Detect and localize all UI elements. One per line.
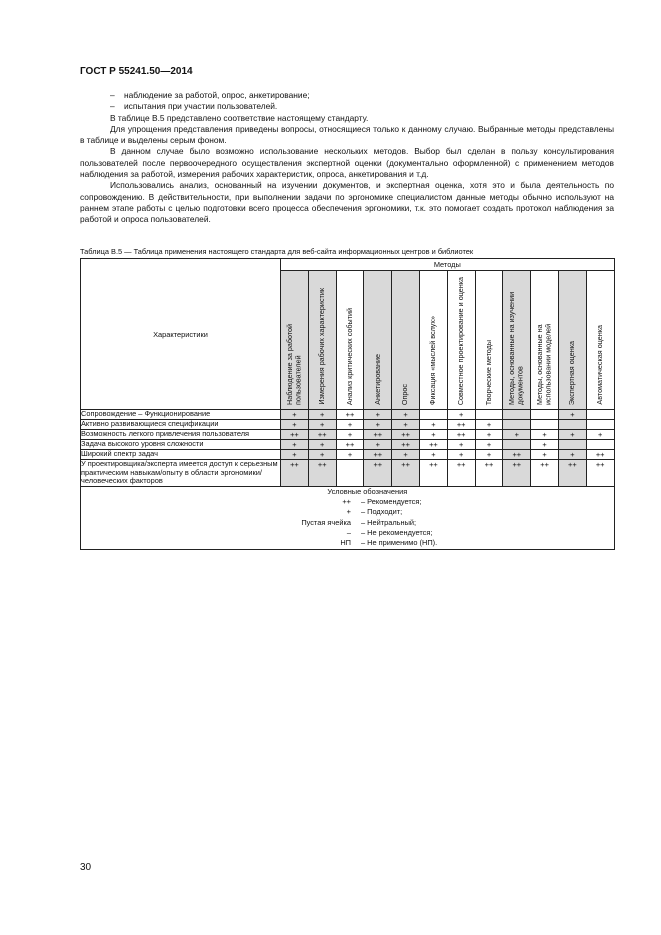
table-row bbox=[81, 450, 615, 460]
legend-item bbox=[81, 507, 614, 517]
table-cell: + bbox=[586, 430, 614, 440]
table-row bbox=[81, 460, 615, 487]
table-cell bbox=[586, 420, 614, 430]
table-cell: ++ bbox=[392, 460, 420, 487]
table-cell: + bbox=[281, 420, 309, 430]
row-characteristic: Задача высокого уровня сложности bbox=[81, 440, 281, 450]
legend-symbol: Пустая ячейка bbox=[301, 517, 351, 527]
table-cell: + bbox=[531, 430, 559, 440]
table-cell bbox=[503, 410, 531, 420]
legend-description: – Подходит; bbox=[361, 507, 403, 517]
table-cell: + bbox=[419, 420, 447, 430]
method-header bbox=[531, 271, 559, 410]
legend-symbol: + bbox=[346, 507, 351, 517]
legend-description: – Не рекомендуется; bbox=[361, 528, 433, 537]
table-cell bbox=[558, 420, 586, 430]
table-cell: + bbox=[419, 450, 447, 460]
table-cell: ++ bbox=[447, 420, 475, 430]
table-cell: + bbox=[336, 430, 364, 440]
legend-item bbox=[81, 528, 614, 538]
legend-symbol: НП bbox=[340, 538, 351, 548]
legend-item bbox=[81, 518, 614, 528]
table-cell: + bbox=[308, 410, 336, 420]
method-label: Совместное проектирование и оценка bbox=[455, 276, 465, 405]
table-cell: ++ bbox=[586, 460, 614, 487]
table-cell: + bbox=[392, 410, 420, 420]
table-cell bbox=[503, 420, 531, 430]
method-label: Анализ критических событий bbox=[344, 307, 354, 405]
table-cell: + bbox=[392, 450, 420, 460]
legend-title: Условные обозначения bbox=[327, 486, 408, 496]
method-header bbox=[281, 271, 309, 410]
bullet-item: – испытания при участии пользователей. bbox=[110, 101, 278, 112]
paragraph: В данном случае было возможно использование нескольких методов. Выбор был сделан в пользу консультирования пользователей после первоочередного осуществления экспертной оценки (документально оформленной) с применением методов наблюдения за работой, измерения рабочих характеристик, опроса, анкетирования и т.д. bbox=[80, 146, 614, 180]
table-cell: + bbox=[475, 440, 503, 450]
table-cell: ++ bbox=[308, 430, 336, 440]
table-cell: + bbox=[419, 430, 447, 440]
method-label: Автоматическая оценка bbox=[594, 325, 604, 405]
method-label: Наблюдение за работой пользователей bbox=[284, 323, 303, 405]
table-cell: + bbox=[336, 420, 364, 430]
table-cell: ++ bbox=[281, 460, 309, 487]
table-cell bbox=[558, 440, 586, 450]
method-label: Фиксация «мыслей вслух» bbox=[428, 316, 438, 405]
table-row bbox=[81, 420, 615, 430]
methods-title: Методы bbox=[281, 259, 615, 271]
legend-item bbox=[81, 538, 614, 548]
table-cell: + bbox=[281, 410, 309, 420]
table-cell: + bbox=[364, 440, 392, 450]
table-cell: ++ bbox=[503, 450, 531, 460]
table-cell: ++ bbox=[558, 460, 586, 487]
method-header bbox=[475, 271, 503, 410]
table-cell: + bbox=[447, 410, 475, 420]
table-cell: + bbox=[475, 430, 503, 440]
table-cell: ++ bbox=[364, 430, 392, 440]
table-cell bbox=[531, 420, 559, 430]
table-cell: ++ bbox=[531, 460, 559, 487]
table-cell: + bbox=[447, 440, 475, 450]
table-cell bbox=[586, 410, 614, 420]
method-label: Анкетирование bbox=[372, 354, 382, 405]
method-header bbox=[419, 271, 447, 410]
table-cell: ++ bbox=[364, 460, 392, 487]
method-header bbox=[447, 271, 475, 410]
table-cell: ++ bbox=[392, 440, 420, 450]
table-cell: ++ bbox=[308, 460, 336, 487]
table-cell: + bbox=[475, 420, 503, 430]
legend bbox=[81, 486, 615, 549]
legend-description: – Рекомендуется; bbox=[361, 496, 422, 506]
method-header bbox=[392, 271, 420, 410]
table-cell: ++ bbox=[447, 460, 475, 487]
table-cell: + bbox=[558, 450, 586, 460]
method-header bbox=[558, 271, 586, 410]
characteristics-header: Характеристики bbox=[81, 259, 281, 410]
table-cell: ++ bbox=[586, 450, 614, 460]
method-header bbox=[503, 271, 531, 410]
table-cell bbox=[586, 440, 614, 450]
row-characteristic: Широкий спектр задач bbox=[81, 450, 281, 460]
table-cell: + bbox=[392, 420, 420, 430]
table-row bbox=[81, 410, 615, 420]
method-header bbox=[586, 271, 614, 410]
method-header bbox=[308, 271, 336, 410]
table-cell: + bbox=[447, 450, 475, 460]
table-cell: ++ bbox=[419, 440, 447, 450]
table-cell bbox=[503, 440, 531, 450]
row-characteristic: У проектировщика/эксперта имеется доступ к серьезным практическим навыкам/опыту в области эргономики/человеческих факторов bbox=[81, 460, 281, 487]
table-cell: ++ bbox=[336, 410, 364, 420]
table-caption: Таблица В.5 — Таблица применения настоящего стандарта для веб-сайта информационных центров и библиотек bbox=[80, 247, 474, 256]
paragraph: Использовались анализ, основанный на изучении документов, и экспертная оценка, хотя это и была деятельность по сопровождению. В действительности, при выполнении задачи по эргономике специалистом данные методы обычно используют на раннем этапе работы с целью подготовки всего процесса обеспечения эргономики, т.к. это помогает создать протокол наблюдения за работой и опроса пользователей. bbox=[80, 180, 614, 225]
method-label: Опрос bbox=[400, 383, 410, 405]
bullet-item: – наблюдение за работой, опрос, анкетирование; bbox=[110, 90, 310, 100]
table-cell bbox=[475, 410, 503, 420]
document-header: ГОСТ Р 55241.50—2014 bbox=[80, 66, 193, 77]
methods-table bbox=[80, 258, 615, 550]
table-cell bbox=[419, 410, 447, 420]
table-cell: + bbox=[558, 410, 586, 420]
method-header bbox=[336, 271, 364, 410]
table-cell: + bbox=[475, 450, 503, 460]
legend-symbol: – bbox=[346, 528, 351, 537]
paragraph: Для упрощения представления приведены вопросы, относящиеся только к данному случаю. Выбранные методы представлены в таблице и выделены серым фоном. bbox=[80, 123, 614, 146]
legend-description: – Не применимо (НП). bbox=[361, 538, 438, 548]
paragraph: В таблице В.5 представлено соответствие настоящему стандарту. bbox=[110, 112, 369, 123]
table-cell: + bbox=[308, 440, 336, 450]
table-cell: ++ bbox=[281, 430, 309, 440]
table-cell: ++ bbox=[475, 460, 503, 487]
table-cell: ++ bbox=[419, 460, 447, 487]
intro-text bbox=[80, 90, 614, 226]
table-cell bbox=[531, 410, 559, 420]
method-label: Творческие методы bbox=[483, 339, 493, 405]
method-label: Экспертная оценка bbox=[567, 340, 577, 405]
table-cell: ++ bbox=[392, 430, 420, 440]
table-cell: ++ bbox=[364, 450, 392, 460]
method-label: Методы, основанные на использовании моделей bbox=[535, 323, 553, 405]
legend-description: – Нейтральный; bbox=[361, 517, 417, 527]
table-cell bbox=[336, 460, 364, 487]
legend-item bbox=[81, 497, 614, 507]
table-cell: + bbox=[308, 450, 336, 460]
row-characteristic: Сопровождение – Функционирование bbox=[81, 410, 281, 420]
table-cell: + bbox=[336, 450, 364, 460]
table-cell: ++ bbox=[447, 430, 475, 440]
table-cell: + bbox=[281, 450, 309, 460]
method-header bbox=[364, 271, 392, 410]
table-cell: + bbox=[364, 420, 392, 430]
table-cell: + bbox=[558, 430, 586, 440]
method-label: Измерения рабочих характеристик bbox=[316, 288, 326, 405]
row-characteristic: Активно развивающиеся спецификации bbox=[81, 420, 281, 430]
table-row bbox=[81, 440, 615, 450]
legend-symbol: ++ bbox=[342, 496, 351, 506]
table-row bbox=[81, 430, 615, 440]
row-characteristic: Возможность легкого привлечения пользователя bbox=[81, 430, 281, 440]
table-cell: + bbox=[364, 410, 392, 420]
method-label: Методы, основанные на изучении документов bbox=[507, 291, 525, 405]
table-cell: ++ bbox=[336, 440, 364, 450]
table-cell: + bbox=[308, 420, 336, 430]
table-cell: + bbox=[281, 440, 309, 450]
table-cell: ++ bbox=[503, 460, 531, 487]
table-cell: + bbox=[531, 440, 559, 450]
page-number: 30 bbox=[80, 862, 92, 873]
table-cell: + bbox=[531, 450, 559, 460]
table-cell: + bbox=[503, 430, 531, 440]
